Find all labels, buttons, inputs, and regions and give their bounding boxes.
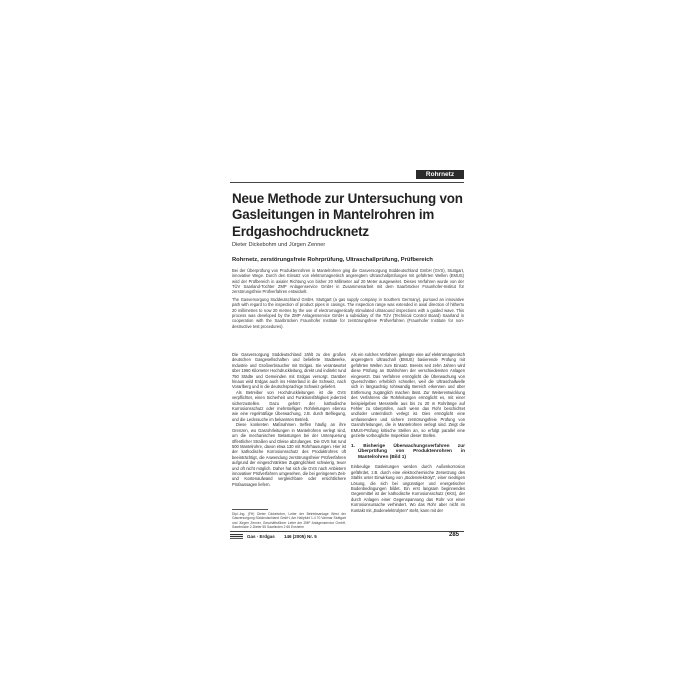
- author-footnote: Dipl.-Ing. (FH) Dieter Dickebohm, Leiter der Betriebsanlage West der Gasversorgung Süddeutschland GmbH, Am Hallpfuhl 1-4 70 Vanmar Stuttgart und Jürgen Zenner, Geschäftsführer Leiter der ZMP Anlagenservice GmbH, Saarbrücke 2-Dieter 55 Saarlinden 2 66 Ensheim: [232, 512, 346, 529]
- footer-journal-name: Gas · Erdgas: [247, 534, 275, 539]
- footer-issue: 146 (2005) Nr. 5: [284, 534, 317, 539]
- page-number: 285: [449, 532, 460, 538]
- body-paragraph: Einbeulige Gasleitungen werden durch Außenkorrosion gefährdet, z.B. durch eine elektrochemische Zersetzung des Stahls unter Einwirkung von „Bodenelektrolyt", einer niedrigen Lösung, die sich bei ungünstiger und energetischer Bodenbedingungen bildet. Ein erst langsam beginnendes Gegenmittel ist der kathodische Korrosionsschutz (KKS), der durch Anlagen einer Gegenspannung das Rohr vor einer Korrosionsursache verhindert. Wo das Rohr aber nicht im Kontakt mit „Bodenelektrolyten" steht, kann mit der: [351, 464, 465, 513]
- section-rule: [230, 182, 464, 183]
- footnote-rule: [232, 509, 268, 510]
- article-authors: Dieter Dickebohm und Jürgen Zenner: [232, 242, 326, 248]
- body-paragraph: Als ein solches Verfahren gelangte eine auf elektromagnetisch angeregtem Ultraschall (EMUS) basierende Prüfung mit geführten Wellen zum Einsatz. Bereits seit zehn Jahren wird diese Prüfung an Stahlrohren der verschiedensten Anlagen eingesetzt. Das Verfahren ermöglicht die Überwachung von Querschnitten erheblich schneller, weil die Ultraschallwelle sich in längsachsig rohrwandig Bereich erkennen und über Entfernung zugänglich machen lässt. Zur Weiterentwicklung des Verfahrens die Rohrleitungen ermöglicht es, mit einer beispielgeben Messstelle aus bis zu 20 m Rohrlänge auf Fehler zu überprüfen, auch wenn das Rohr beschichtet und/oder unterirdisch verlegt ist. Dies ermöglicht eine umfassendere und sichere zerstörungsfreie Prüfung von Gasrohrleitungen, die in Mantelrohren verlegt sind. Zeigt die EMUS-Prüfung kritische Stellen an, so erfolgt parallel eine gezielte vorbeugliche Inspektion dieser Stellen.: [351, 352, 465, 439]
- body-column-right: [351, 352, 465, 513]
- section-tag: Rohrnetz: [416, 170, 464, 179]
- abstract-german: Bei der Überprüfung von Produktenrohren in Mantelrohren ging die Gasversorgung Süddeutschland GmbH (GVS), Stuttgart, innovative Wege. Durch den Einsatz von elektromagnetisch angeregtem Ultraschallprüfungen mit geführten Wellen (EMUS) wird der Prüfbereich in axialer Richtung von bisher 20 Millimeter auf 20 Meter ausgeweitet. Dieses Verfahren wurde von der TÜV Saarland-Tochter ZMP Anlagenservice GmbH in Zusammenarbeit mit dem Saarbrücker Fraunhofer-Institut für zerstörungsfreie Prüfverfahren entwickelt.: [232, 268, 464, 295]
- abstract-english: The Gasversorgung Süddeutschland GmbH, Stuttgart (a gas supply company in Southern Germany), pursued an innovative path with regard to the inspection of product pipes in casings. The inspection range was extended in axial direction of hitherto 20 millimetres to now 20 metres by the use of electromagnetically stimulated ultrasound inspections with a guided wave. This process was developed by the ZMP Anlagenservice GmbH a subsidiary of the TÜV (Technical Control Board) Saarland in cooperation with the Saarbrücken Fraunhofer Institute for zerstörungsfreie Prüfverfahren (Fraunhofer Institute for non-destructive test procedures).: [232, 297, 464, 329]
- article-keywords: Rohrnetz, zerstörungsfreie Rohrprüfung, Ultraschallprüfung, Prüfbereich: [232, 257, 433, 263]
- footer-rule: [230, 531, 464, 532]
- journal-logo-icon: [230, 533, 244, 539]
- body-paragraph: Als Betreiber von Hochdruckleitungen ist die GVS verpflichtet, einen Sicherheit und Funktionsfähigkeit jederzeit sicherzustellen. Dazu gehört der kathodische Korrosionsschutz oder mehrstelligen Rohrleitungen ebenso wie eine regelmäßige Überwachung, z.B. durch Befliegung, und die Leckssuche im bekannten Betrieb.: [232, 389, 346, 422]
- footer-journal-info: [247, 534, 325, 539]
- body-paragraph: Diese konkreten Maßnahmen treffen häufig an ihre Grenzen, wo Gasrohrleitungen in Mantelrohren verlegt sind, um die mechanischen Belastungen bei der Unterquerung öffentlicher Straßen und Gleise abzufangen. Die GVS hat rund 500 Mantelrohre, davon etwa 130 mit Rohrhausungen. Hier ist der kathodische Korrosionsschutz des Produktrohres oft beeinträchtigt, die Anwendung zerstörungsfreier Prüfverfahren aufgrund der eingeschränkten Zugänglichkeit schwierig, teuer und oft nicht möglich. Daher hat sich die GVS nach Anbietern innovativer Prüfverfahren umgesehen, die bei geringerem Zeit- und Kostenaufwand vergleichbare oder ersichtlichere Prüfaussagen liefern.: [232, 422, 346, 487]
- body-column-left: [232, 352, 346, 487]
- article-title: Neue Methode zur Untersuchung von Gasleitungen in Mantelrohren im Erdgashochdrucknetz: [232, 191, 463, 239]
- section-heading: 1. Bisherige Überwachungsverfahren zur Überprüfung von Produktenrohren in Mantelrohren (Bild 1): [351, 443, 465, 460]
- body-paragraph: Die Gasversorgung Süddeutschland zählt zu den großen deutschen Gasgesellschaften und belieferte Stadtwerke, Industrie und Großverbraucher mit Erdgas. Sie verantwortet über 1960 Kilometer Hochdruckleitung, direkt und indirekt rund 750 Städte und Gemeinden mit Erdgas versorgt. Darüber hinaus wird Erdgas auch ins Hinterland in die Schweiz, nach Vorarlberg und in die deutschsprachige Schweiz geliefert.: [232, 352, 346, 390]
